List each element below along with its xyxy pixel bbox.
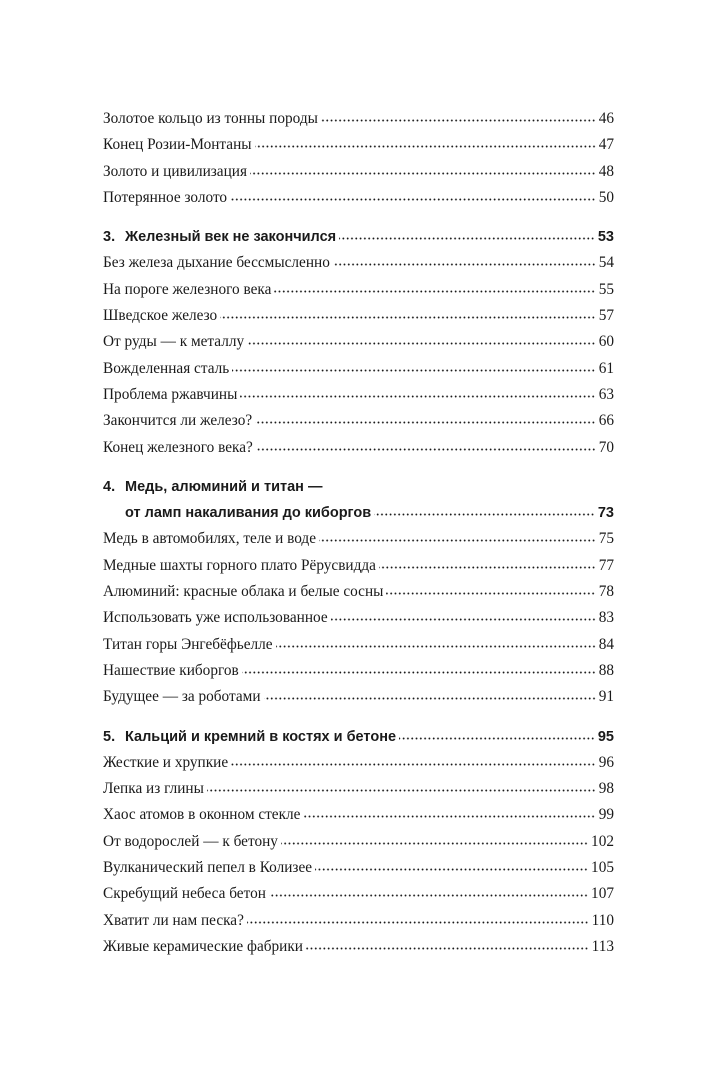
toc-entry bbox=[103, 132, 614, 158]
dot-leader bbox=[256, 448, 596, 451]
toc-entry-title: От водорослей — к бетону bbox=[103, 832, 278, 850]
toc-entry-title: Титан горы Энгебёфьелле bbox=[103, 635, 273, 653]
dot-leader bbox=[255, 145, 596, 148]
toc-entry bbox=[103, 855, 614, 881]
dot-leader bbox=[374, 513, 595, 516]
dot-leader bbox=[386, 592, 595, 595]
chapter-number: 4. bbox=[103, 478, 116, 495]
dot-leader bbox=[399, 737, 595, 740]
toc-entry-page: 47 bbox=[598, 136, 614, 154]
dot-leader bbox=[321, 119, 596, 122]
dot-leader bbox=[250, 172, 596, 175]
toc-entry-title: Золотое кольцо из тонны породы bbox=[103, 110, 318, 127]
toc-entry bbox=[103, 106, 614, 132]
toc-entry bbox=[103, 159, 614, 185]
dot-leader bbox=[339, 237, 595, 240]
dot-leader bbox=[220, 316, 596, 319]
toc-entry-title: От руды — к металлу bbox=[103, 333, 245, 351]
table-of-contents bbox=[103, 106, 614, 960]
toc-entry bbox=[103, 658, 614, 684]
toc-section-chapter-3 bbox=[103, 224, 614, 461]
toc-entry bbox=[103, 934, 614, 960]
dot-leader bbox=[232, 369, 595, 372]
toc-entry-page: 61 bbox=[598, 359, 614, 377]
dot-leader bbox=[379, 566, 596, 569]
toc-entry bbox=[103, 829, 614, 855]
toc-entry-title: Будущее — за роботами bbox=[103, 688, 261, 706]
toc-entry-page: 50 bbox=[598, 188, 614, 206]
toc-entry-title: Использовать уже использованное bbox=[103, 609, 328, 627]
toc-entry-title: Жесткие и хрупкие bbox=[103, 753, 229, 771]
toc-entry-title: Шведское железо bbox=[103, 307, 218, 325]
toc-entry-title: Золото и цивилизация bbox=[103, 162, 247, 180]
toc-entry-title: Без железа дыхание бессмысленно bbox=[103, 254, 330, 272]
toc-entry bbox=[103, 605, 614, 631]
toc-entry bbox=[103, 579, 614, 605]
toc-entry bbox=[103, 303, 614, 329]
toc-entry bbox=[103, 185, 614, 211]
toc-entry-page: 70 bbox=[598, 438, 614, 456]
toc-entry-title: Хватит ли нам песка? bbox=[103, 911, 244, 929]
toc-entry bbox=[103, 802, 614, 828]
toc-entry-page: 105 bbox=[591, 859, 614, 877]
toc-entry-page: 98 bbox=[598, 780, 614, 798]
toc-entry-title: Вожделенная сталь bbox=[103, 359, 230, 377]
chapter-number: 3. bbox=[103, 229, 116, 246]
chapter-heading bbox=[103, 500, 614, 526]
toc-entry bbox=[103, 881, 614, 907]
toc-entry bbox=[103, 408, 614, 434]
dot-leader bbox=[247, 342, 596, 345]
dot-leader bbox=[207, 789, 596, 792]
toc-entry-title: Медь в автомобилях, теле и воде bbox=[103, 530, 316, 548]
chapter-page: 53 bbox=[597, 229, 614, 246]
toc-entry-page: 84 bbox=[598, 635, 614, 653]
toc-entry-page: 110 bbox=[591, 911, 614, 929]
toc-entry bbox=[103, 553, 614, 579]
toc-entry-page: 107 bbox=[591, 885, 614, 903]
dot-leader bbox=[274, 290, 595, 293]
dot-leader bbox=[255, 421, 596, 424]
chapter-title-line-2: от ламп накаливания до киборгов bbox=[125, 505, 372, 522]
toc-entry-title: Живые керамические фабрики bbox=[103, 937, 303, 955]
toc-entry-page: 78 bbox=[598, 583, 614, 601]
toc-entry-page: 102 bbox=[591, 832, 614, 850]
toc-entry-page: 60 bbox=[598, 333, 614, 351]
dot-leader bbox=[269, 894, 588, 897]
toc-entry-page: 46 bbox=[598, 110, 614, 127]
toc-entry-page: 57 bbox=[598, 307, 614, 325]
toc-entry bbox=[103, 632, 614, 658]
chapter-title: Железный век не закончился bbox=[125, 229, 337, 246]
toc-entry bbox=[103, 435, 614, 461]
toc-entry bbox=[103, 908, 614, 934]
chapter-page: 73 bbox=[597, 505, 614, 522]
toc-entry-title: Конец железного века? bbox=[103, 438, 253, 456]
dot-leader bbox=[306, 947, 589, 950]
toc-entry bbox=[103, 684, 614, 710]
toc-entry-title: Конец Розии-Монтаны bbox=[103, 136, 252, 154]
toc-entry bbox=[103, 277, 614, 303]
dot-leader bbox=[276, 645, 596, 648]
toc-entry-page: 88 bbox=[598, 661, 614, 679]
toc-entry-title: Проблема ржавчины bbox=[103, 385, 238, 403]
toc-entry-title: Лепка из глины bbox=[103, 780, 204, 798]
toc-section-chapter-5 bbox=[103, 724, 614, 961]
toc-entry-title: Потерянное золото bbox=[103, 188, 228, 206]
chapter-heading-line-1 bbox=[103, 474, 614, 500]
dot-leader bbox=[333, 263, 596, 266]
toc-entry-page: 83 bbox=[598, 609, 614, 627]
toc-entry bbox=[103, 382, 614, 408]
dot-leader bbox=[231, 763, 596, 766]
toc-entry-page: 99 bbox=[598, 806, 614, 824]
dot-leader bbox=[264, 697, 596, 700]
toc-entry-page: 77 bbox=[598, 556, 614, 574]
toc-entry-page: 75 bbox=[598, 530, 614, 548]
toc-entry-title: Скребущий небеса бетон bbox=[103, 885, 266, 903]
toc-entry-title: Закончится ли железо? bbox=[103, 412, 253, 430]
toc-entry-page: 113 bbox=[591, 937, 614, 955]
toc-entry-page: 48 bbox=[598, 162, 614, 180]
chapter-heading bbox=[103, 224, 614, 250]
dot-leader bbox=[281, 842, 588, 845]
chapter-heading bbox=[103, 724, 614, 750]
toc-entry-title: На пороге железного века bbox=[103, 280, 272, 298]
toc-section-continued bbox=[103, 106, 614, 211]
chapter-number: 5. bbox=[103, 728, 116, 745]
toc-entry-title: Хаос атомов в оконном стекле bbox=[103, 806, 301, 824]
toc-entry-page: 66 bbox=[598, 412, 614, 430]
toc-entry-title: Медные шахты горного плато Рёрусвидда bbox=[103, 556, 376, 574]
toc-entry-page: 91 bbox=[598, 688, 614, 706]
toc-entry-page: 55 bbox=[598, 280, 614, 298]
toc-entry bbox=[103, 776, 614, 802]
toc-entry bbox=[103, 329, 614, 355]
toc-entry bbox=[103, 526, 614, 552]
toc-section-chapter-4 bbox=[103, 474, 614, 711]
toc-entry-title: Алюминий: красные облака и белые сосны bbox=[103, 583, 384, 601]
chapter-title: Кальций и кремний в костях и бетоне bbox=[125, 728, 397, 745]
toc-entry bbox=[103, 356, 614, 382]
toc-entry-page: 96 bbox=[598, 753, 614, 771]
dot-leader bbox=[331, 618, 596, 621]
dot-leader bbox=[240, 395, 595, 398]
toc-entry bbox=[103, 250, 614, 276]
toc-entry-page: 54 bbox=[598, 254, 614, 272]
dot-leader bbox=[315, 868, 588, 871]
dot-leader bbox=[303, 815, 595, 818]
dot-leader bbox=[319, 539, 596, 542]
chapter-title-line-1: Медь, алюминий и титан — bbox=[125, 478, 323, 495]
dot-leader bbox=[230, 198, 596, 201]
toc-entry-page: 63 bbox=[598, 385, 614, 403]
dot-leader bbox=[247, 921, 589, 924]
chapter-page: 95 bbox=[597, 728, 614, 745]
toc-entry-title: Нашествие киборгов bbox=[103, 661, 239, 679]
toc-entry-title: Вулканический пепел в Колизее bbox=[103, 859, 313, 877]
toc-entry bbox=[103, 750, 614, 776]
dot-leader bbox=[242, 671, 596, 674]
